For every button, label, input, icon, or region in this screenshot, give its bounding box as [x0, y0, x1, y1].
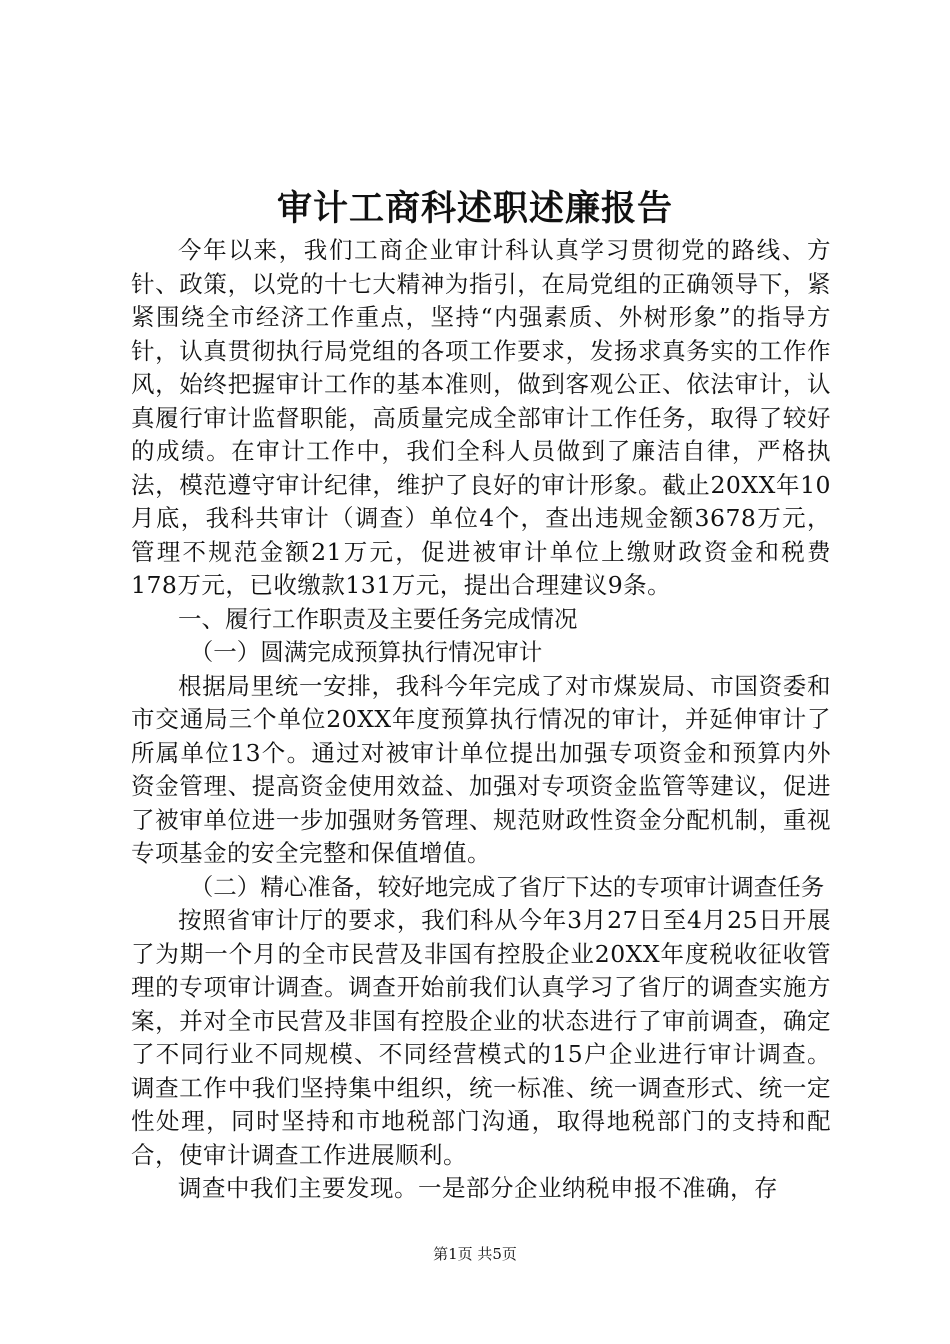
subsection-heading-1: （一）圆满完成预算执行情况审计	[189, 638, 543, 666]
section-heading-1: 一、履行工作职责及主要任务完成情况	[178, 604, 578, 633]
document-title: 审计工商科述职述廉报告	[276, 188, 673, 229]
subsection-heading-2: （二）精心准备，较好地完成了省厅下达的专项审计调查任务	[189, 872, 825, 901]
page-footer: 第1页 共5页	[433, 1245, 517, 1263]
paragraph-budget-audit: 根据局里统一安排，我科今年完成了对市煤炭局、市国资委和市交通局三个单位20XX年度预算执行情况的审计，并延伸审计了所属单位13个。通过对被审计单位提出加强专项资金和预算内外资金管理、提高资金使用效益、加强对专项资金监管等建议，促进了被审单位进一步加强财务管理、规范财政性资金分配机制，重视专项基金的安全完整和保值增值。	[131, 671, 831, 867]
paragraph-intro: 今年以来，我们工商企业审计科认真学习贯彻党的路线、方针、政策，以党的十七大精神为指引，在局党组的正确领导下，紧紧围绕全市经济工作重点，坚持“内强素质、外树形象”的指导方针，认真贯彻执行局党组的各项工作要求，发扬求真务实的工作作风，始终把握审计工作的基本准则，做到客观公正、依法审计，认真履行审计监督职能，高质量完成全部审计工作任务，取得了较好的成绩。在审计工作中，我们全科人员做到了廉洁自律，严格执法，模范遵守审计纪律，维护了良好的审计形象。截止20XX年10月底，我科共审计（调查）单位4个，查出违规金额3678万元，管理不规范金额21万元，促进被审计单位上缴财政资金和税费178万元，已收缴款131万元，提出合理建议9条。	[131, 236, 831, 599]
document-body	[131, 234, 831, 1206]
paragraph-special-audit: 按照省审计厅的要求，我们科从今年3月27日至4月25日开展了为期一个月的全市民营及非国有控股企业20XX年度税收征收管理的专项审计调查。调查开始前我们认真学习了省厅的调查实施方案，并对全市民营及非国有控股企业的状态进行了审前调查，确定了不同行业不同规模、不同经营模式的15户企业进行审计调查。调查工作中我们坚持集中组织，统一标准、统一调查形式、统一定性处理，同时坚持和市地税部门沟通，取得地税部门的支持和配合，使审计调查工作进展顺利。	[131, 906, 831, 1169]
paragraph-findings: 调查中我们主要发现。一是部分企业纳税申报不准确，存	[178, 1174, 778, 1202]
